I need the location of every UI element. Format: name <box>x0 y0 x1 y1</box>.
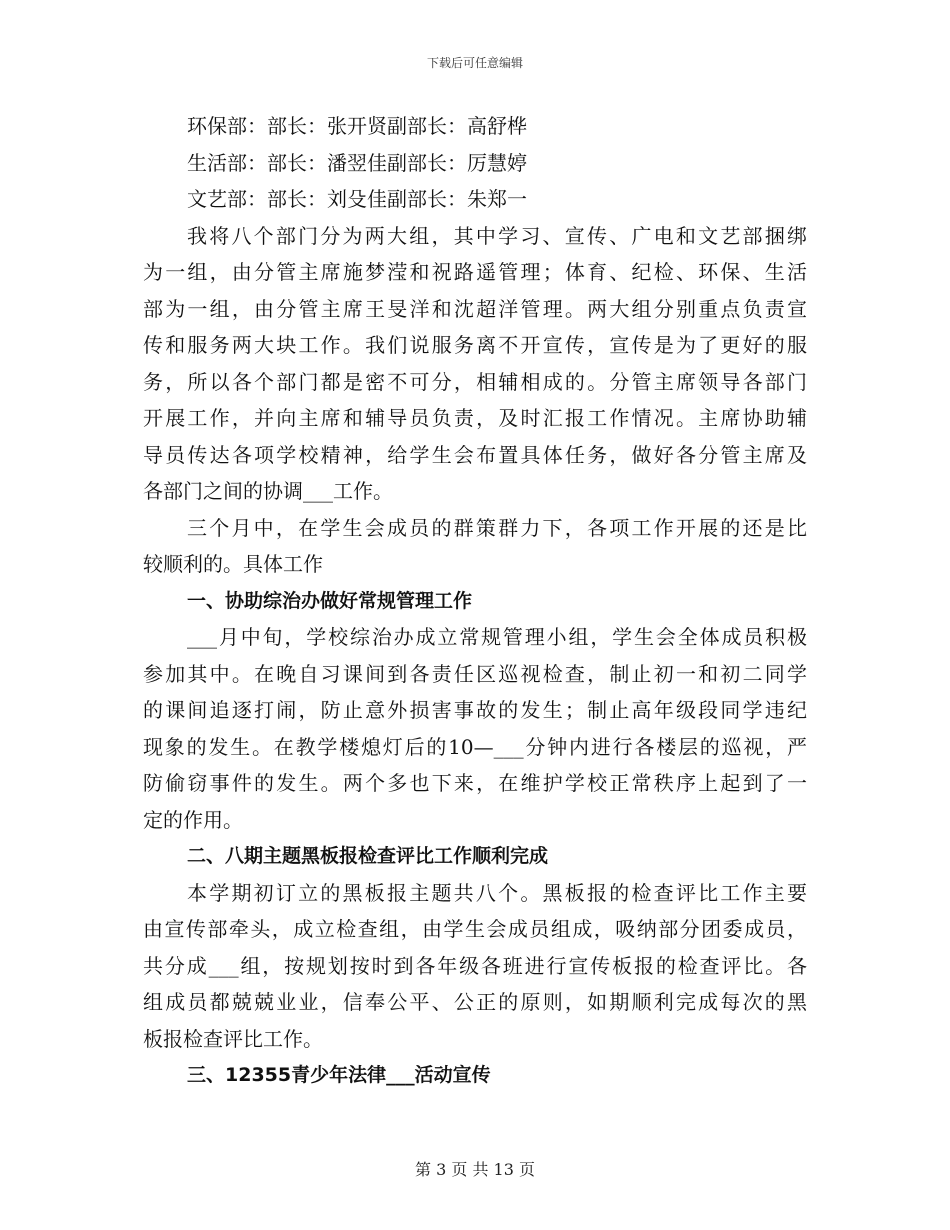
text-line: 板报检查评比工作。 <box>143 1026 323 1051</box>
text-line: 开展工作，并向主席和辅导员负责，及时汇报工作情况。主席协助辅 <box>143 406 807 430</box>
text-line: 务，所以各个部门都是密不可分，相辅相成的。分管主席领导各部门 <box>143 369 807 394</box>
text-line: 文艺部：部长：刘殳佳副部长：朱郑一 <box>187 187 527 211</box>
document-body <box>143 108 807 1094</box>
text-line: 现象的发生。在教学楼熄灯后的10—___分钟内进行各楼层的巡视，严 <box>143 734 807 759</box>
text-line: 部为一组，由分管主席王旻洋和沈超洋管理。两大组分别重点负责宣 <box>143 296 807 321</box>
section-heading: 一、协助综治办做好常规管理工作 <box>187 589 473 612</box>
text-line: 共分成___组，按规划按时到各年级各班进行宣传板报的检查评比。各 <box>143 953 807 978</box>
text-line: 导员传达各项学校精神，给学生会布置具体任务，做好各分管主席及 <box>143 442 807 467</box>
section-heading: 二、八期主题黑板报检查评比工作顺利完成 <box>187 845 549 867</box>
text-line: 的课间追逐打闹，防止意外损害事故的发生；制止高年级段同学违纪 <box>143 698 807 722</box>
text-line: 组成员都兢兢业业，信奉公平、公正的原则，如期顺利完成每次的黑 <box>143 990 807 1014</box>
text-line: 参加其中。在晚自习课间到各责任区巡视检查，制止初一和初二同学 <box>143 661 807 686</box>
text-line: 防偷窃事件的发生。两个多也下来，在维护学校正常秩序上起到了一 <box>143 771 807 795</box>
text-line: 各部门之间的协调___工作。 <box>143 479 393 503</box>
text-line: 定的作用。 <box>143 807 243 832</box>
text-line: 我将八个部门分为两大组，其中学习、宣传、广电和文艺部捆绑 <box>187 223 807 248</box>
text-line: ___月中旬，学校综治办成立常规管理小组，学生会全体成员积极 <box>187 625 807 649</box>
section-heading: 三、12355青少年法律___活动宣传 <box>187 1064 491 1086</box>
text-line: 三个月中，在学生会成员的群策群力下，各项工作开展的还是比 <box>187 515 807 540</box>
page-header: 下载后可任意编辑 <box>426 56 523 70</box>
text-line: 传和服务两大块工作。我们说服务离不开宣传，宣传是为了更好的服 <box>143 333 807 357</box>
text-line: 环保部：部长：张开贤副部长：高舒桦 <box>187 114 527 138</box>
text-line: 本学期初订立的黑板报主题共八个。黑板报的检查评比工作主要 <box>187 880 807 905</box>
text-line: 生活部：部长：潘翌佳副部长：厉慧婷 <box>187 150 527 175</box>
text-line: 较顺利的。具体工作 <box>143 552 323 576</box>
page-footer: 第 3 页 共 13 页 <box>415 1160 535 1179</box>
text-line: 由宣传部牵头，成立检查组，由学生会成员组成，吸纳部分团委成员， <box>143 917 807 941</box>
text-line: 为一组，由分管主席施梦滢和祝路遥管理；体育、纪检、环保、生活 <box>143 260 807 284</box>
